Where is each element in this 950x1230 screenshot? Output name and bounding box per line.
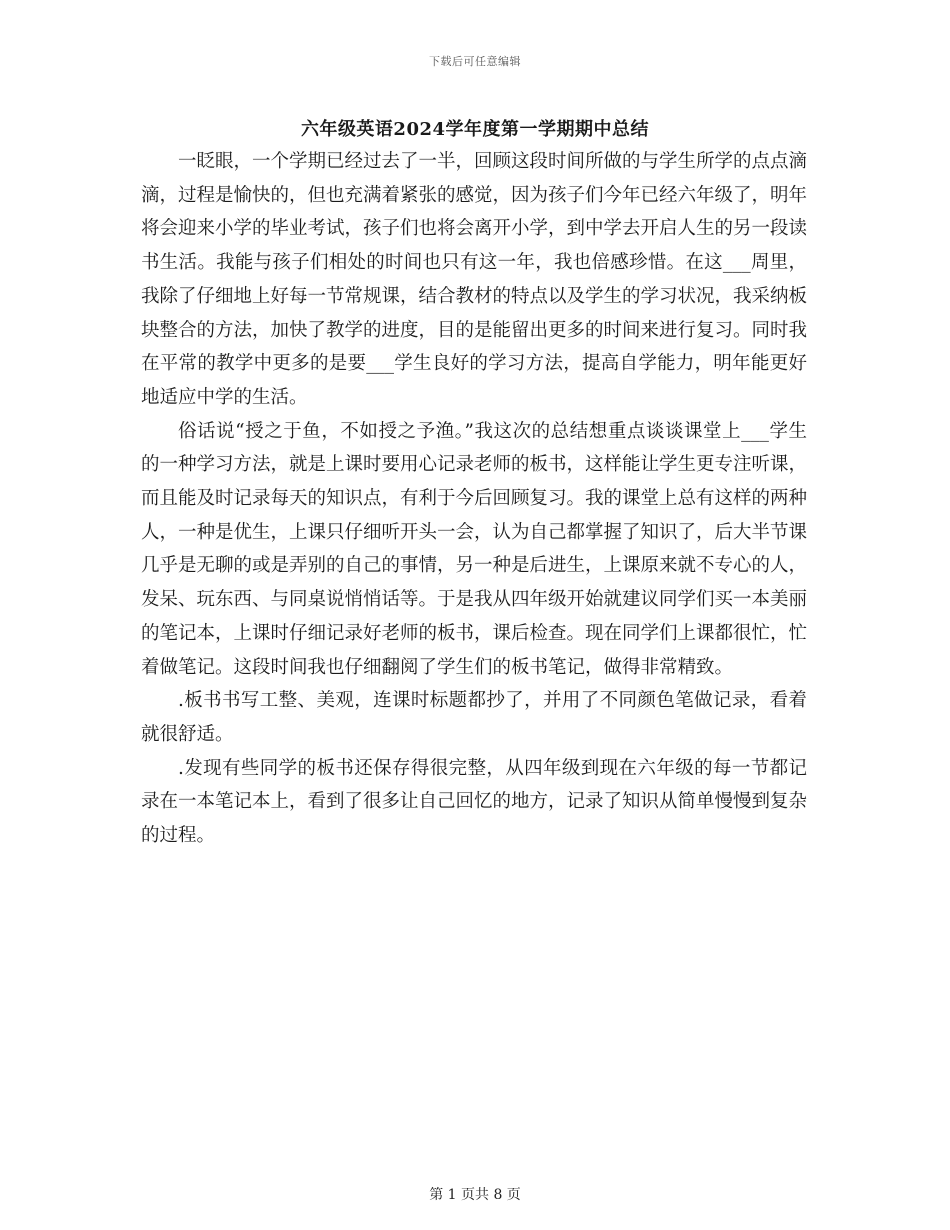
page-footer-number: 第 1 页共 8 页: [429, 1187, 521, 1203]
paragraph-note-taking: 俗话说“授之于鱼，不如授之予渔。”我这次的总结想重点谈谈课堂上___学生的一种学习方法，就是上课时要用心记录老师的板书，这样能让学生更专注听课，而且能及时记录每天的知识点，有利于今后回顾复习。我的课堂上总有这样的两种人，一种是优生，上课只仔细听开头一会，认为自己都掌握了知识了，后大半节课几乎是无聊的或是弄别的自己的事情，另一种是后进生，上课原来就不专心的人，发呆、玩东西、与同桌说悄悄话等。于是我从四年级开始就建议同学们买一本美丽的笔记本，上课时仔细记录好老师的板书，课后检查。现在同学们上课都很忙，忙着做笔记。这段时间我也仔细翻阅了学生们的板书笔记，做得非常精致。: [141, 420, 808, 678]
document-body: [141, 145, 807, 853]
paragraph-intro: 一眨眼，一个学期已经过去了一半，回顾这段时间所做的与学生所学的点点滴滴，过程是愉快的，但也充满着紧张的感觉，因为孩子们今年已经六年级了，明年将会迎来小学的毕业考试，孩子们也将会离开小学，到中学去开启人生的另一段读书生活。我能与孩子们相处的时间也只有这一年，我也倍感珍惜。在这___周里，我除了仔细地上好每一节常规课，结合教材的特点以及学生的学习状况，我采纳板块整合的方法，加快了教学的进度，目的是能留出更多的时间来进行复习。同时我在平常的教学中更多的是要___学生良好的学习方法，提高自学能力，明年能更好地适应中学的生活。: [141, 151, 808, 408]
page-header-note: 下载后可任意编辑: [429, 55, 521, 68]
paragraph-point-neat: .板书书写工整、美观，连课时标题都抄了，并用了不同颜色笔做记录，看着就很舒适。: [141, 690, 807, 745]
document-title: 六年级英语2024学年度第一学期期中总结: [300, 119, 650, 140]
paragraph-point-complete: .发现有些同学的板书还保存得很完整，从四年级到现在六年级的每一节都记录在一本笔记本上，看到了很多让自己回忆的地方，记录了知识从简单慢慢到复杂的过程。: [141, 757, 808, 847]
